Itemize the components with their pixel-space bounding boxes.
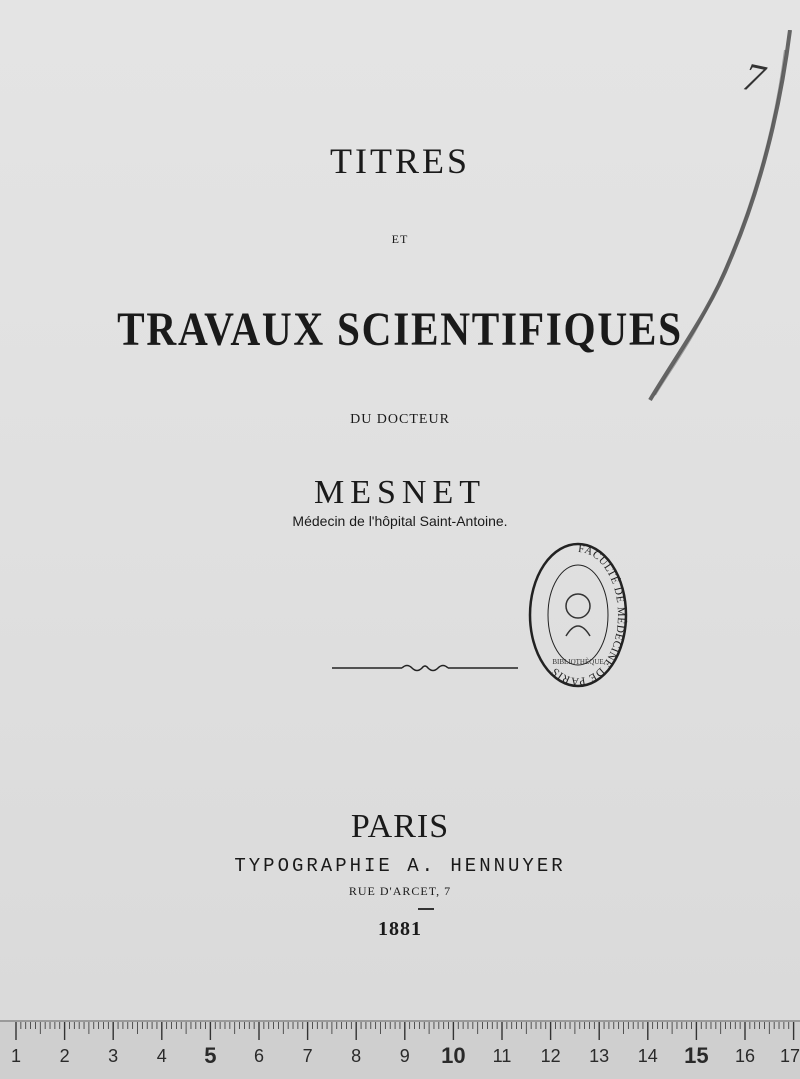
author-role: Médecin de l'hôpital Saint-Antoine. — [292, 513, 508, 529]
subtitle: DU DOCTEUR — [350, 412, 450, 427]
printer-address: RUE D'ARCET, 7 — [348, 884, 452, 898]
ruler-number: 14 — [637, 1046, 658, 1066]
publication-city: PARIS — [350, 808, 450, 845]
ruler-number: 12 — [540, 1046, 561, 1066]
ruler-number: 4 — [156, 1046, 167, 1066]
ruler-number: 15 — [684, 1043, 709, 1068]
ruler-number: 7 — [302, 1046, 313, 1066]
ruler-number: 6 — [253, 1046, 265, 1066]
ornamental-divider — [332, 660, 518, 676]
stamp-text: FACULTÉ DE MÉDECINE DE PARIS — [549, 542, 628, 688]
title-conjunction: ET — [391, 232, 409, 246]
ruler-number: 5 — [204, 1043, 217, 1068]
page-number: 7 — [739, 53, 769, 102]
title-line-1: TITRES — [330, 141, 470, 181]
publication-year: 1881 — [378, 918, 422, 940]
ruler-number: 17 — [779, 1046, 800, 1066]
ruler-number: 10 — [441, 1043, 466, 1068]
ruler-number: 3 — [108, 1046, 119, 1066]
ruler-number: 8 — [351, 1046, 362, 1066]
ruler-number: 1 — [10, 1046, 22, 1066]
stamp-subtext: BIBLIOTHÈQUE — [552, 658, 604, 666]
author-name: MESNET — [314, 474, 486, 511]
title-line-2: TRAVAUX SCIENTIFIQUES — [117, 303, 683, 356]
printer-name: TYPOGRAPHIE A. HENNUYER — [234, 855, 566, 877]
ruler-number: 11 — [492, 1046, 512, 1066]
ruler-number: 2 — [59, 1046, 70, 1066]
measuring-ruler — [0, 1020, 800, 1079]
ruler-number: 16 — [734, 1046, 756, 1066]
ruler-number: 13 — [589, 1046, 610, 1066]
ruler-number: 9 — [399, 1046, 410, 1066]
library-stamp — [526, 540, 630, 690]
short-rule — [418, 908, 434, 910]
